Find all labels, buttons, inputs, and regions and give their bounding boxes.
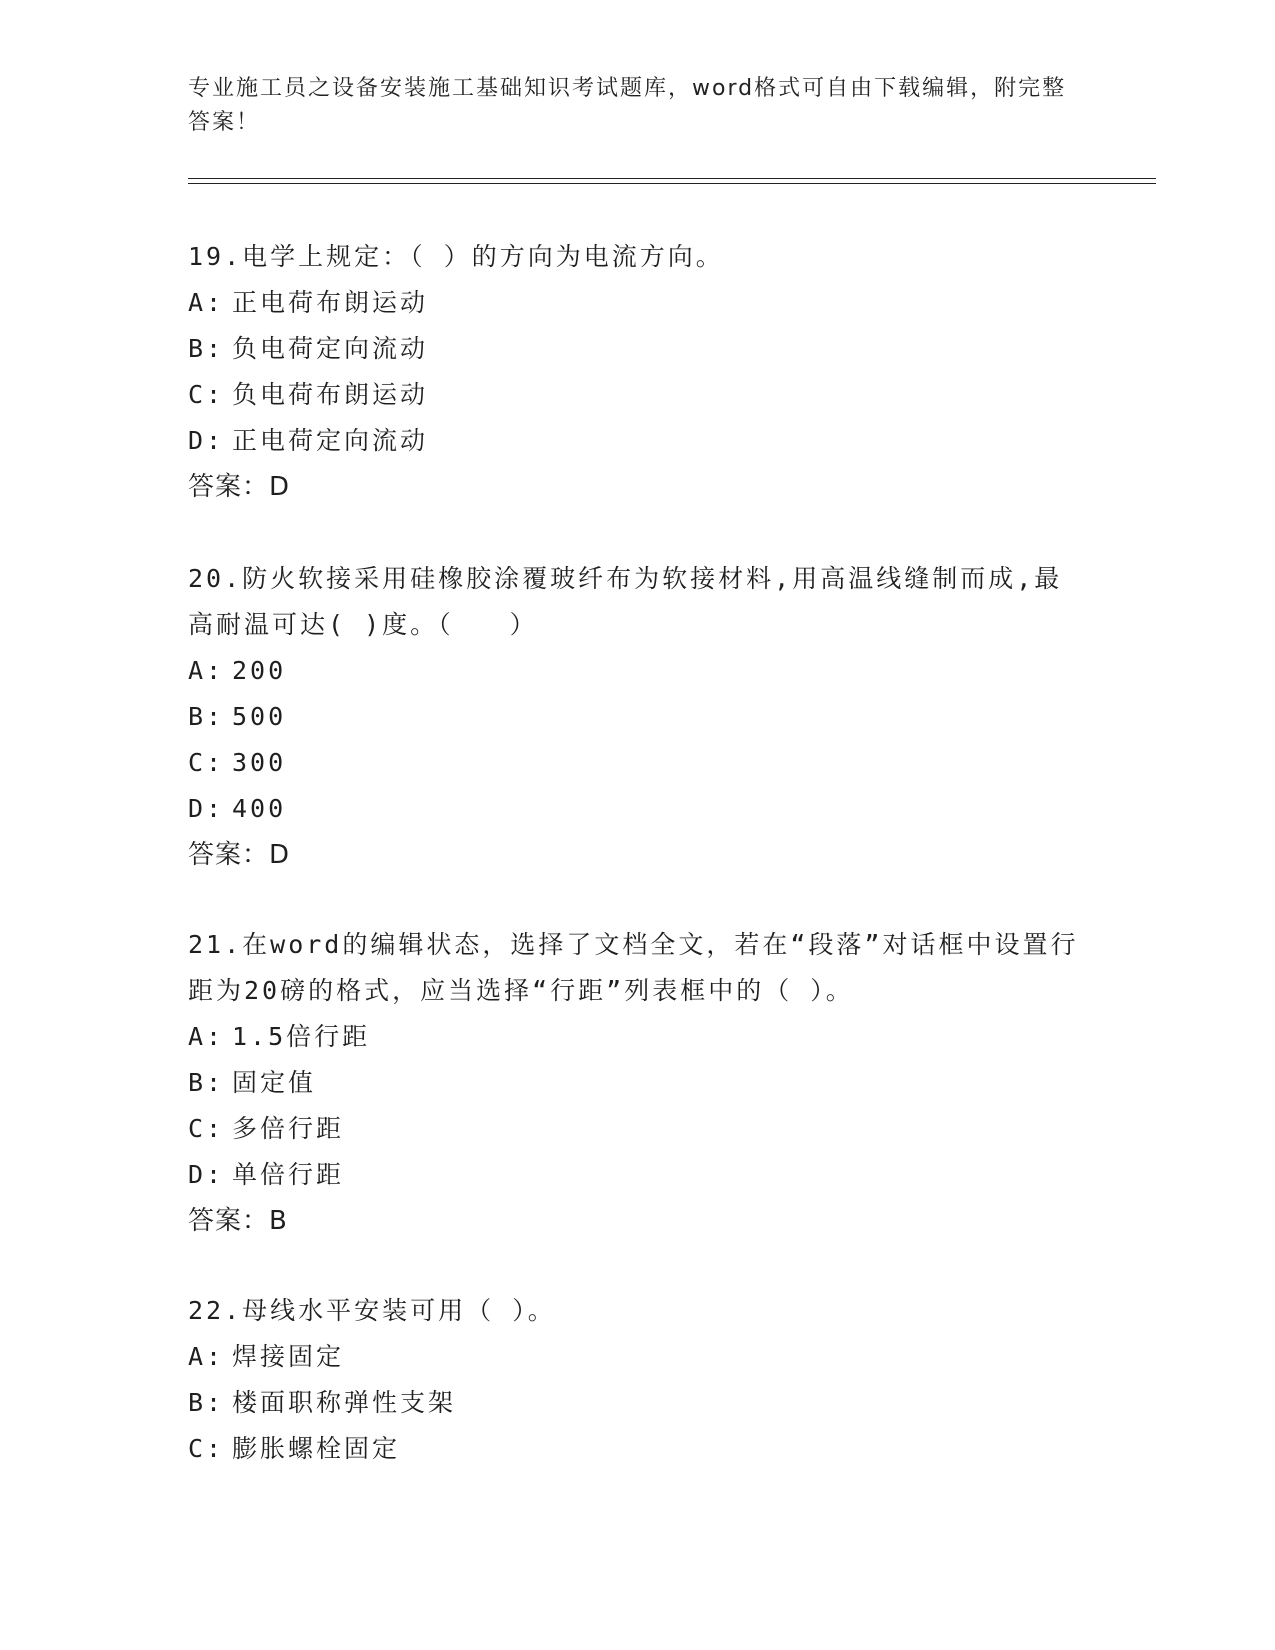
option-key: B: [188,334,225,363]
option-c [188,740,1088,786]
option-text: 膨胀螺栓固定 [232,1434,401,1463]
option-text: 正电荷定向流动 [232,426,429,455]
option-text: 固定值 [232,1068,317,1097]
option-c [188,372,1088,418]
option-d [188,418,1088,464]
question-21 [188,922,1088,1244]
question-19 [188,234,1088,510]
answer: 答案：D [188,472,291,502]
question-22 [188,1288,1088,1472]
question-20 [188,556,1088,878]
option-text: 400 [232,794,287,823]
option-key: C: [188,748,225,777]
option-key: A: [188,288,225,317]
document-header: 专业施工员之设备安装施工基础知识考试题库，word格式可自由下载编辑，附完整答案！ [188,76,1067,135]
option-b [188,1380,1088,1426]
option-key: D: [188,1160,225,1189]
header-divider-bottom [188,183,1156,184]
option-text: 500 [232,702,287,731]
option-key: C: [188,380,225,409]
option-key: B: [188,702,225,731]
option-key: D: [188,794,225,823]
option-a [188,648,1088,694]
option-b [188,694,1088,740]
option-a [188,1014,1088,1060]
option-key: C: [188,1434,225,1463]
option-text: 负电荷定向流动 [232,334,429,363]
option-key: C: [188,1114,225,1143]
option-key: A: [188,1342,225,1371]
option-b [188,1060,1088,1106]
option-text: 正电荷布朗运动 [232,288,429,317]
header-divider-top [188,178,1156,179]
question-stem: 21.在word的编辑状态，选择了文档全文，若在“段落”对话框中设置行距为20磅的格式，应当选择“行距”列表框中的（ ）。 [188,930,1079,1005]
option-c [188,1106,1088,1152]
option-key: A: [188,656,225,685]
option-text: 300 [232,748,287,777]
question-stem: 20.防火软接采用硅橡胶涂覆玻纤布为软接材料,用高温线缝制而成,最高耐温可达( )度。（ ） [188,564,1063,639]
answer: 答案：B [188,1206,288,1236]
option-text: 单倍行距 [232,1160,345,1189]
option-a [188,280,1088,326]
option-key: A: [188,1022,225,1051]
option-c [188,1426,1088,1472]
option-text: 200 [232,656,287,685]
answer: 答案：D [188,840,291,870]
option-key: B: [188,1068,225,1097]
option-a [188,1334,1088,1380]
option-text: 1.5倍行距 [232,1022,371,1051]
question-stem: 19.电学上规定：（ ）的方向为电流方向。 [188,242,724,271]
option-key: D: [188,426,225,455]
option-d [188,1152,1088,1198]
option-key: B: [188,1388,225,1417]
option-d [188,786,1088,832]
option-text: 焊接固定 [232,1342,345,1371]
option-text: 楼面职称弹性支架 [232,1388,457,1417]
option-b [188,326,1088,372]
question-stem: 22.母线水平安装可用（ ）。 [188,1296,556,1325]
option-text: 负电荷布朗运动 [232,380,429,409]
option-text: 多倍行距 [232,1114,345,1143]
